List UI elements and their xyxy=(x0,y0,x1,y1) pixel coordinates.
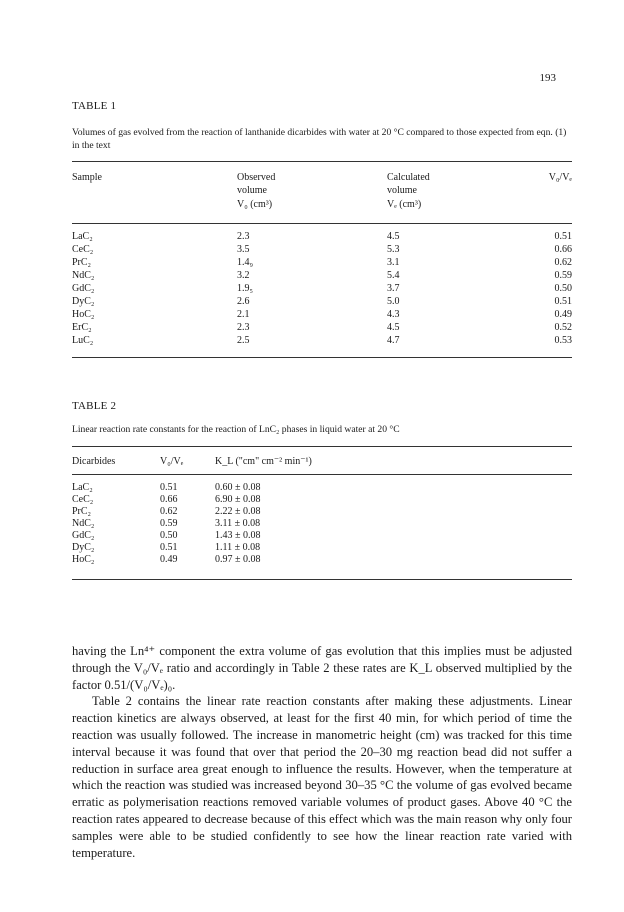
table1-calculated: 4.5 xyxy=(387,322,400,333)
table2-dicarbide: PrC₂ xyxy=(72,506,92,517)
table1-header-sample: Sample xyxy=(72,172,102,183)
table2-dicarbide: CeC₂ xyxy=(72,494,94,505)
table2-kl: 3.11 ± 0.08 xyxy=(215,518,261,529)
table2-top-rule xyxy=(72,446,572,447)
table2-header-ratio: V₀/Vₑ xyxy=(160,456,184,467)
table1-sample: PrC₂ xyxy=(72,257,92,268)
table1-ratio: 0.53 xyxy=(554,335,572,346)
table2-kl: 0.97 ± 0.08 xyxy=(215,554,261,565)
table1-sample: ErC₂ xyxy=(72,322,92,333)
table1-ratio: 0.59 xyxy=(554,270,572,281)
table1-header-calculated-volume: volume xyxy=(387,185,417,196)
table2-caption: Linear reaction rate constants for the reaction of LnC₂ phases in liquid water at 20 °C xyxy=(72,424,400,435)
table1-observed: 2.3 xyxy=(237,322,250,333)
table1-calculated: 5.3 xyxy=(387,244,400,255)
table1-sample: GdC₂ xyxy=(72,283,95,294)
body-text xyxy=(72,643,572,861)
table1-ratio: 0.52 xyxy=(554,322,572,333)
table1-observed: 2.6 xyxy=(237,296,250,307)
page-number: 193 xyxy=(539,72,556,84)
table1-sample: HoC₂ xyxy=(72,309,95,320)
table2-ratio: 0.62 xyxy=(160,506,178,517)
table1-sample: LaC₂ xyxy=(72,231,93,242)
table1-ratio: 0.51 xyxy=(554,296,572,307)
table1-top-rule xyxy=(72,161,572,162)
table1-calculated: 4.5 xyxy=(387,231,400,242)
table2-ratio: 0.51 xyxy=(160,542,178,553)
table2-dicarbide: HoC₂ xyxy=(72,554,95,565)
table1-header-rule xyxy=(72,223,572,224)
table1-header-calculated-unit: Vₑ (cm³) xyxy=(387,199,422,210)
table1-sample: CeC₂ xyxy=(72,244,94,255)
table1-sample: DyC₂ xyxy=(72,296,95,307)
table2-label: TABLE 2 xyxy=(72,400,117,412)
table1-header-observed: Observed xyxy=(237,172,276,183)
table2-kl: 6.90 ± 0.08 xyxy=(215,494,261,505)
table1-calculated: 3.7 xyxy=(387,283,400,294)
table1-observed: 1.4₉ xyxy=(237,257,253,268)
table1-header-observed-volume: volume xyxy=(237,185,267,196)
table1-observed: 3.2 xyxy=(237,270,250,281)
table2-header-rule xyxy=(72,474,572,475)
table1-observed: 2.1 xyxy=(237,309,250,320)
table1-header-calculated: Calculated xyxy=(387,172,430,183)
table1-calculated: 4.7 xyxy=(387,335,400,346)
table1-caption: Volumes of gas evolved from the reaction of lanthanide dicarbides with water at 20 °C compared to those expected from eqn. (1) in the text xyxy=(72,127,567,151)
table2-header-dicarbides: Dicarbides xyxy=(72,456,116,467)
table2-kl: 2.22 ± 0.08 xyxy=(215,506,261,517)
table2-kl: 1.43 ± 0.08 xyxy=(215,530,261,541)
table2-ratio: 0.50 xyxy=(160,530,178,541)
table1-ratio: 0.49 xyxy=(554,309,572,320)
table1-calculated: 4.3 xyxy=(387,309,400,320)
table1-sample: LuC₂ xyxy=(72,335,94,346)
table1-observed: 1.9₅ xyxy=(237,283,253,294)
table1-label: TABLE 1 xyxy=(72,100,117,112)
table2-ratio: 0.51 xyxy=(160,482,178,493)
table2-ratio: 0.59 xyxy=(160,518,178,529)
table1-ratio: 0.66 xyxy=(554,244,572,255)
table2-dicarbide: NdC₂ xyxy=(72,518,95,529)
table1-sample: NdC₂ xyxy=(72,270,95,281)
table1-observed: 2.3 xyxy=(237,231,250,242)
table1-ratio: 0.50 xyxy=(554,283,572,294)
table1-bottom-rule xyxy=(72,357,572,358)
table2-bottom-rule xyxy=(72,579,572,580)
table1-header-observed-unit: V₀ (cm³) xyxy=(237,199,273,210)
table2-dicarbide: DyC₂ xyxy=(72,542,95,553)
table1-ratio: 0.62 xyxy=(554,257,572,268)
table1-header-ratio: V₀/Vₑ xyxy=(548,172,572,183)
table2-dicarbide: LaC₂ xyxy=(72,482,93,493)
table2-ratio: 0.49 xyxy=(160,554,178,565)
table2-ratio: 0.66 xyxy=(160,494,178,505)
table1-ratio: 0.51 xyxy=(554,231,572,242)
table2-dicarbide: GdC₂ xyxy=(72,530,95,541)
table1-calculated: 5.0 xyxy=(387,296,400,307)
body-paragraph: having the Ln⁴⁺ component the extra volume of gas evolution that this implies must be adjusted through the V₀/Vₑ ratio and accordingly in Table 2 these rates are K_L observed multiplied by the factor 0.51/(V₀/Vₑ)₀. xyxy=(72,644,572,692)
table1-observed: 3.5 xyxy=(237,244,250,255)
body-paragraph: Table 2 contains the linear rate reaction constants after making these adjustments. Linear reaction kinetics are always observed, at least for the first 40 min, for which period of time the reaction was usually followed. The increase in manometric height (cm) was tracked for this time interval because it was found that over that period the 20–30 mg reaction bead did not suffer a reduction in surface area great enough to influence the results. However, when the temperature at which the reaction was studied was increased beyond 30–35 °C the volume of gas evolved became erratic as polymerisation reactions removed variable volumes of product gases. Above 40 °C the reaction rates appeared to decrease because of this effect which was the main reason why only four samples were able to be studied confidently to see how the linear reaction rate varied with temperature. xyxy=(72,694,572,860)
table1-calculated: 3.1 xyxy=(387,257,400,268)
table1-observed: 2.5 xyxy=(237,335,250,346)
table1-calculated: 5.4 xyxy=(387,270,400,281)
table2-kl: 1.11 ± 0.08 xyxy=(215,542,261,553)
table2-header-kl: K_L ("cm" cm⁻² min⁻¹) xyxy=(215,456,312,467)
table2-kl: 0.60 ± 0.08 xyxy=(215,482,261,493)
